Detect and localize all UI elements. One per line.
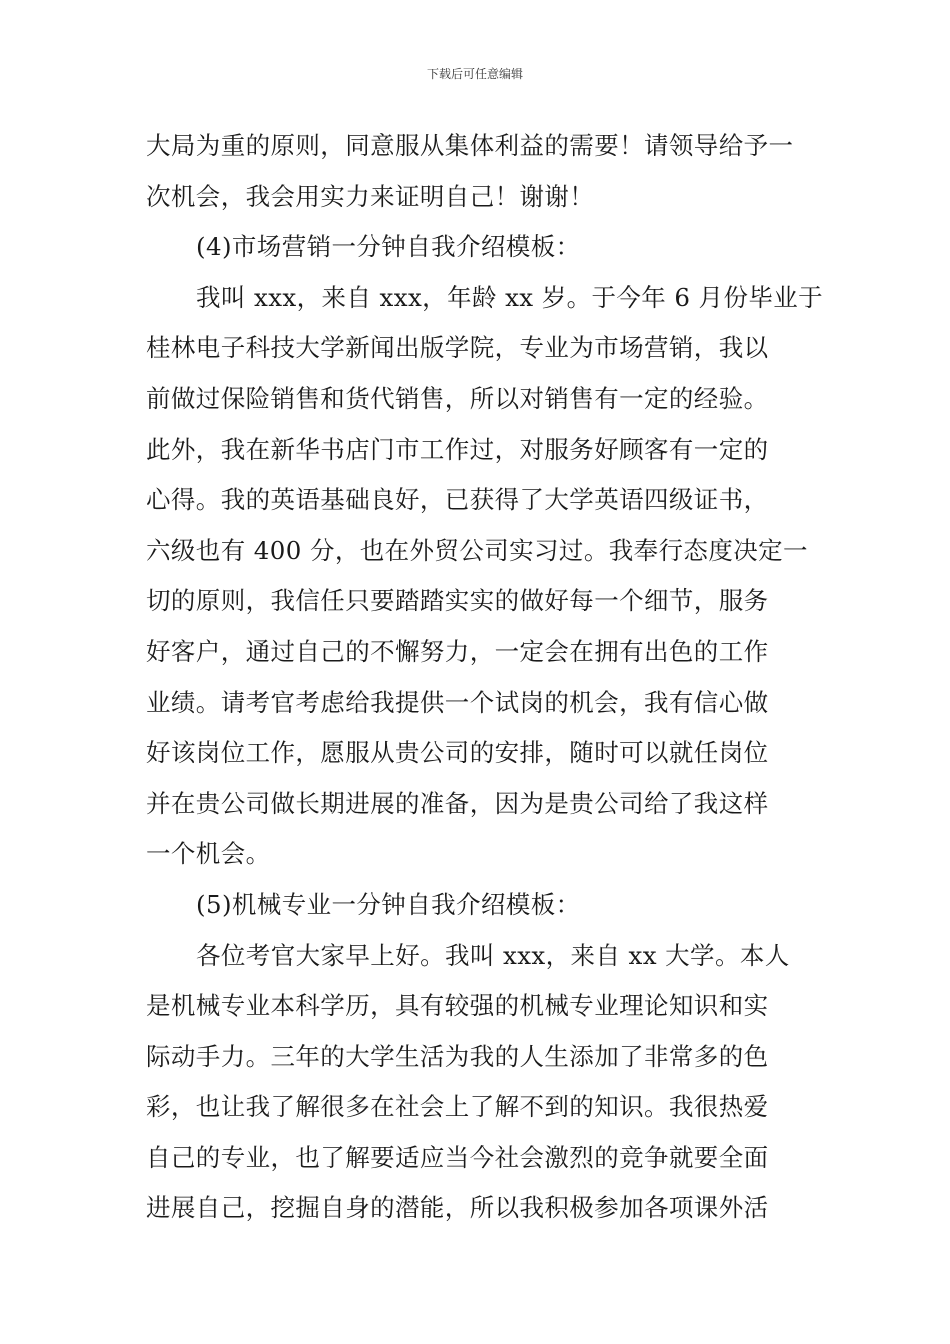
text-line: 各位考官大家早上好。我叫 xxx，来自 xx 大学。本人 — [196, 940, 790, 970]
text-line: 是机械专业本科学历，具有较强的机械专业理论知识和实 — [146, 991, 769, 1021]
text-line: 次机会，我会用实力来证明自己！谢谢！ — [146, 181, 595, 211]
text-line: 进展自己，挖掘自身的潜能，所以我积极参加各项课外活 — [146, 1193, 769, 1223]
text-line: 我叫 xxx，来自 xxx，年龄 xx 岁。于今年 6 月份毕业于 — [196, 282, 824, 312]
text-line: 业绩。请考官考虑给我提供一个试岗的机会，我有信心做 — [146, 687, 769, 717]
text-line: 一个机会。 — [146, 839, 271, 869]
text-line: 桂林电子科技大学新闻出版学院，专业为市场营销，我以 — [146, 333, 769, 363]
document-body — [146, 128, 824, 1241]
text-line: 好客户，通过自己的不懈努力，一定会在拥有出色的工作 — [146, 636, 769, 666]
text-line: 际动手力。三年的大学生活为我的人生添加了非常多的色 — [146, 1041, 769, 1071]
text-line: 切的原则，我信任只要踏踏实实的做好每一个细节，服务 — [146, 586, 769, 616]
text-line: 自己的专业，也了解要适应当今社会激烈的竞争就要全面 — [146, 1142, 769, 1172]
section-heading: (5)机械专业一分钟自我介绍模板： — [196, 889, 581, 919]
text-line: 大局为重的原则，同意服从集体利益的需要！请领导给予一 — [146, 131, 794, 160]
text-line: 六级也有 400 分，也在外贸公司实习过。我奉行态度决定一 — [146, 535, 808, 565]
text-line: 好该岗位工作，愿服从贵公司的安排，随时可以就任岗位 — [146, 738, 769, 768]
text-line: 此外，我在新华书店门市工作过，对服务好顾客有一定的 — [146, 434, 769, 464]
text-line: 并在贵公司做长期进展的准备，因为是贵公司给了我这样 — [146, 788, 769, 818]
text-line: 彩，也让我了解很多在社会上了解不到的知识。我很热爱 — [146, 1092, 769, 1122]
page-header: 下载后可任意编辑 — [426, 67, 523, 81]
text-line: 前做过保险销售和货代销售，所以对销售有一定的经验。 — [146, 383, 769, 413]
section-heading: (4)市场营销一分钟自我介绍模板： — [196, 232, 581, 262]
text-line: 心得。我的英语基础良好，已获得了大学英语四级证书， — [146, 485, 769, 515]
